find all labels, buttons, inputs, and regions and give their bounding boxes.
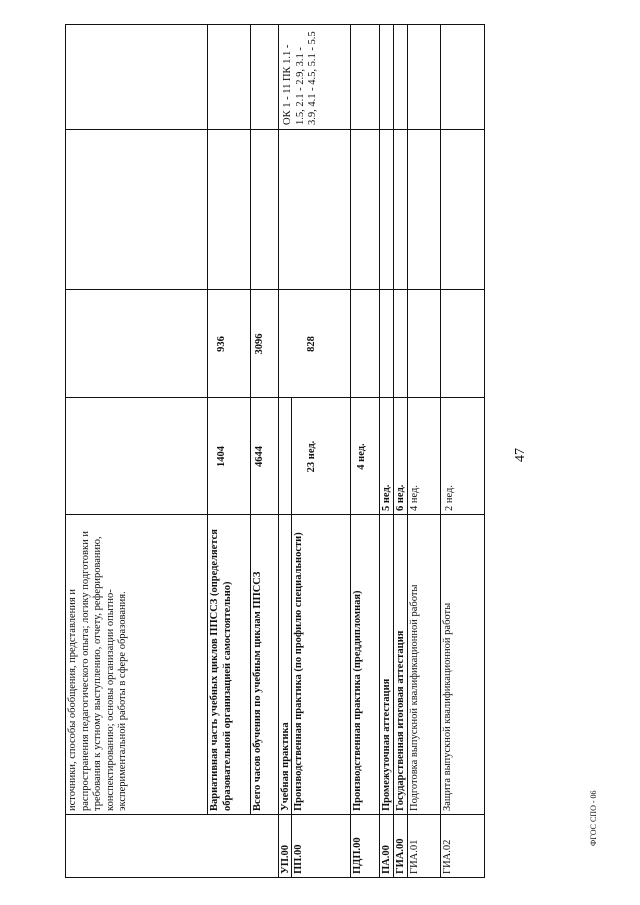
row7-code: ПА.00 bbox=[381, 845, 392, 874]
row8-code: ГИА.00 bbox=[395, 838, 406, 874]
row3-total: 4644 bbox=[254, 446, 265, 467]
row6-code: ПДП.00 bbox=[352, 837, 363, 874]
page-number: 47 bbox=[513, 448, 528, 462]
row7-name: Промежуточная аттестация bbox=[381, 678, 392, 811]
row4-total: 23 нед. bbox=[306, 440, 317, 473]
row3-name: Всего часов обучения по учебным циклам ППССЗ bbox=[252, 571, 263, 811]
row9-code: ГИА.01 bbox=[409, 839, 420, 874]
row2-name: Вариативная часть учебных циклов ППССЗ (определяется образовательной организацией самостоятельно) bbox=[209, 529, 233, 811]
col-line-2 bbox=[65, 514, 485, 515]
row4-name: Учебная практика bbox=[280, 722, 291, 811]
row4-hours: 828 bbox=[306, 336, 317, 352]
table-border-bottom bbox=[484, 24, 485, 878]
footer-code: ФГОС СПО - 06 bbox=[589, 790, 598, 846]
row10-code: ГИА.02 bbox=[442, 839, 453, 874]
row7-total: 5 нед. bbox=[381, 484, 392, 511]
row4-competencies: ОК 1 - 11 ПК 1.1 - 1.5, 2.1 - 2.9, 3.1 - 3.9, 4.1 - 4.5, 5.1 - 5.5 bbox=[282, 31, 318, 125]
row10-total: 2 нед. bbox=[444, 485, 455, 511]
row5-name: Производственная практика (по профилю специальности) bbox=[293, 532, 304, 811]
col-line-5 bbox=[65, 129, 485, 130]
table-border-right bbox=[65, 24, 485, 25]
row3-hours: 3096 bbox=[254, 333, 265, 355]
table-border-left bbox=[65, 877, 485, 878]
row2-total: 1404 bbox=[216, 446, 227, 467]
row6-total: 4 нед. bbox=[356, 443, 367, 470]
row10-name: Защита выпускной квалификационной работы bbox=[442, 602, 453, 811]
row6-name: Производственная практика (преддипломная) bbox=[352, 590, 363, 811]
row8-total: 6 нед. bbox=[395, 484, 406, 511]
curriculum-table bbox=[65, 24, 485, 878]
row5-code: ПП.00 bbox=[293, 844, 304, 874]
row4-code: УП.00 bbox=[280, 845, 291, 874]
row1-name: источники, способы обобщения, представления и распространения педагогического опыта; логику подготовки и требования к устному выступлению, отчету, реферированию, конспектированию; основы организации опытно-экспериментальной работы в сфере образования. bbox=[67, 531, 128, 811]
col-line-3 bbox=[65, 397, 485, 398]
row2-hours: 936 bbox=[216, 336, 227, 352]
row8-name: Государственная итоговая аттестация bbox=[395, 630, 406, 811]
col-line-4 bbox=[65, 289, 485, 290]
row9-total: 4 нед. bbox=[409, 485, 420, 511]
row9-name: Подготовка выпускной квалификационной работы bbox=[409, 584, 420, 811]
